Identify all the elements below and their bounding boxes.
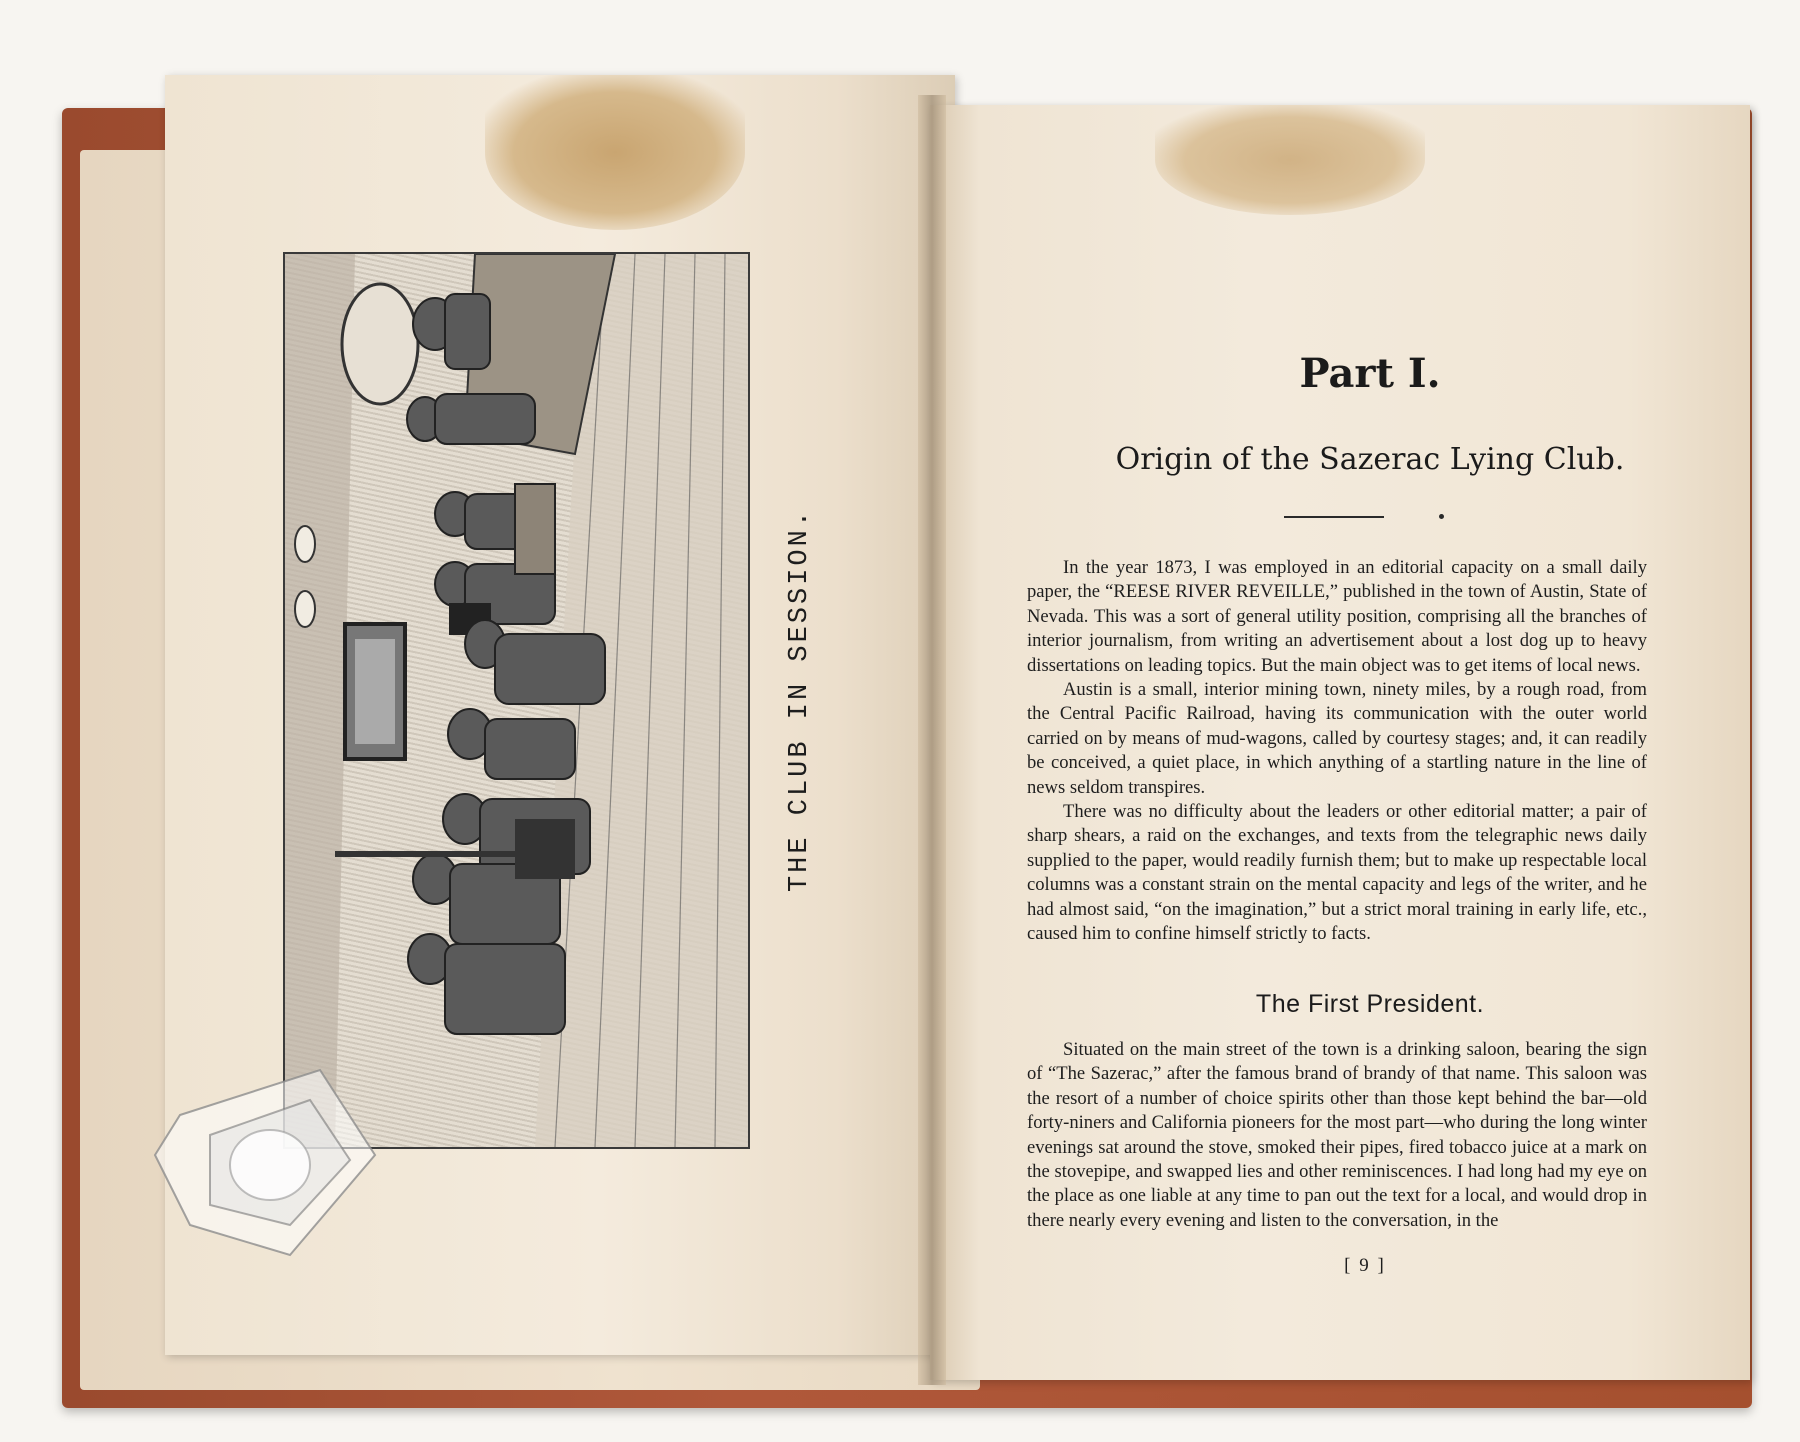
page-number: [ 9 ]	[1344, 1255, 1386, 1276]
part-title: Part I.	[1299, 350, 1441, 397]
paragraph: In the year 1873, I was employed in an editorial capacity on a small daily paper, the “REESE RIVER REVEILLE,” published in the town of Austin, State of Nevada. This was a sort of general utility position, comprising all the branches of interior journalism, from writing an advertisement about a lost dog up to heavy dissertations on leading topics. But the main object was to get items of local news.	[1027, 557, 1647, 676]
illustration-caption: THE CLUB IN SESSION.	[785, 507, 815, 893]
title-rule-dot	[1439, 514, 1444, 519]
paragraph: Situated on the main street of the town is a drinking saloon, bearing the sign of “The Sazerac,” after the famous brand of brandy of that name. This saloon was the resort of a number of choice spirits other than those kept behind the bar—old forty-niners and California pioneers for the most part—who during the long winter evenings sat around the stove, smoked their pipes, fired tobacco juice at a mark on the stovepipe, and swapped lies and other reminiscences. I had long had my eye on the place as one liable at any time to pan out the text for a local, and would drop in there nearly every evening and listen to the conversation, in the	[1027, 1039, 1647, 1231]
water-stain-right	[1155, 105, 1425, 215]
title-rule	[1284, 516, 1384, 518]
water-stain-left	[485, 75, 745, 230]
section-two-text	[1027, 1038, 1647, 1233]
engraving-illustration	[283, 252, 750, 1149]
section-heading: The First President.	[1255, 990, 1485, 1018]
chapter-title: Origin of the Sazerac Lying Club.	[1115, 442, 1625, 477]
section-one-text	[1027, 556, 1647, 947]
paragraph: Austin is a small, interior mining town, ninety miles, by a rough road, from the Central Pacific Railroad, having its communication with the outer world carried on by means of mud-wagons, called by courtesy stages; and, it can readily be conceived, a quiet place, in which anything of a startling nature in the line of news seldom transpires.	[1027, 679, 1647, 798]
paragraph: There was no difficulty about the leaders or other editorial matter; a pair of sharp shears, a raid on the exchanges, and texts from the telegraphic news daily supplied to the paper, would readily furnish them; but to make up respectable local columns was a constant strain on the mental capacity and legs of the writer, and he had almost said, “on the imagination,” but a strict moral training in early life, etc., caused him to confine himself strictly to facts.	[1027, 801, 1647, 945]
book-gutter	[918, 95, 946, 1385]
saloon-scene-engraving	[285, 254, 748, 1147]
glass-paperweight	[150, 1055, 385, 1260]
